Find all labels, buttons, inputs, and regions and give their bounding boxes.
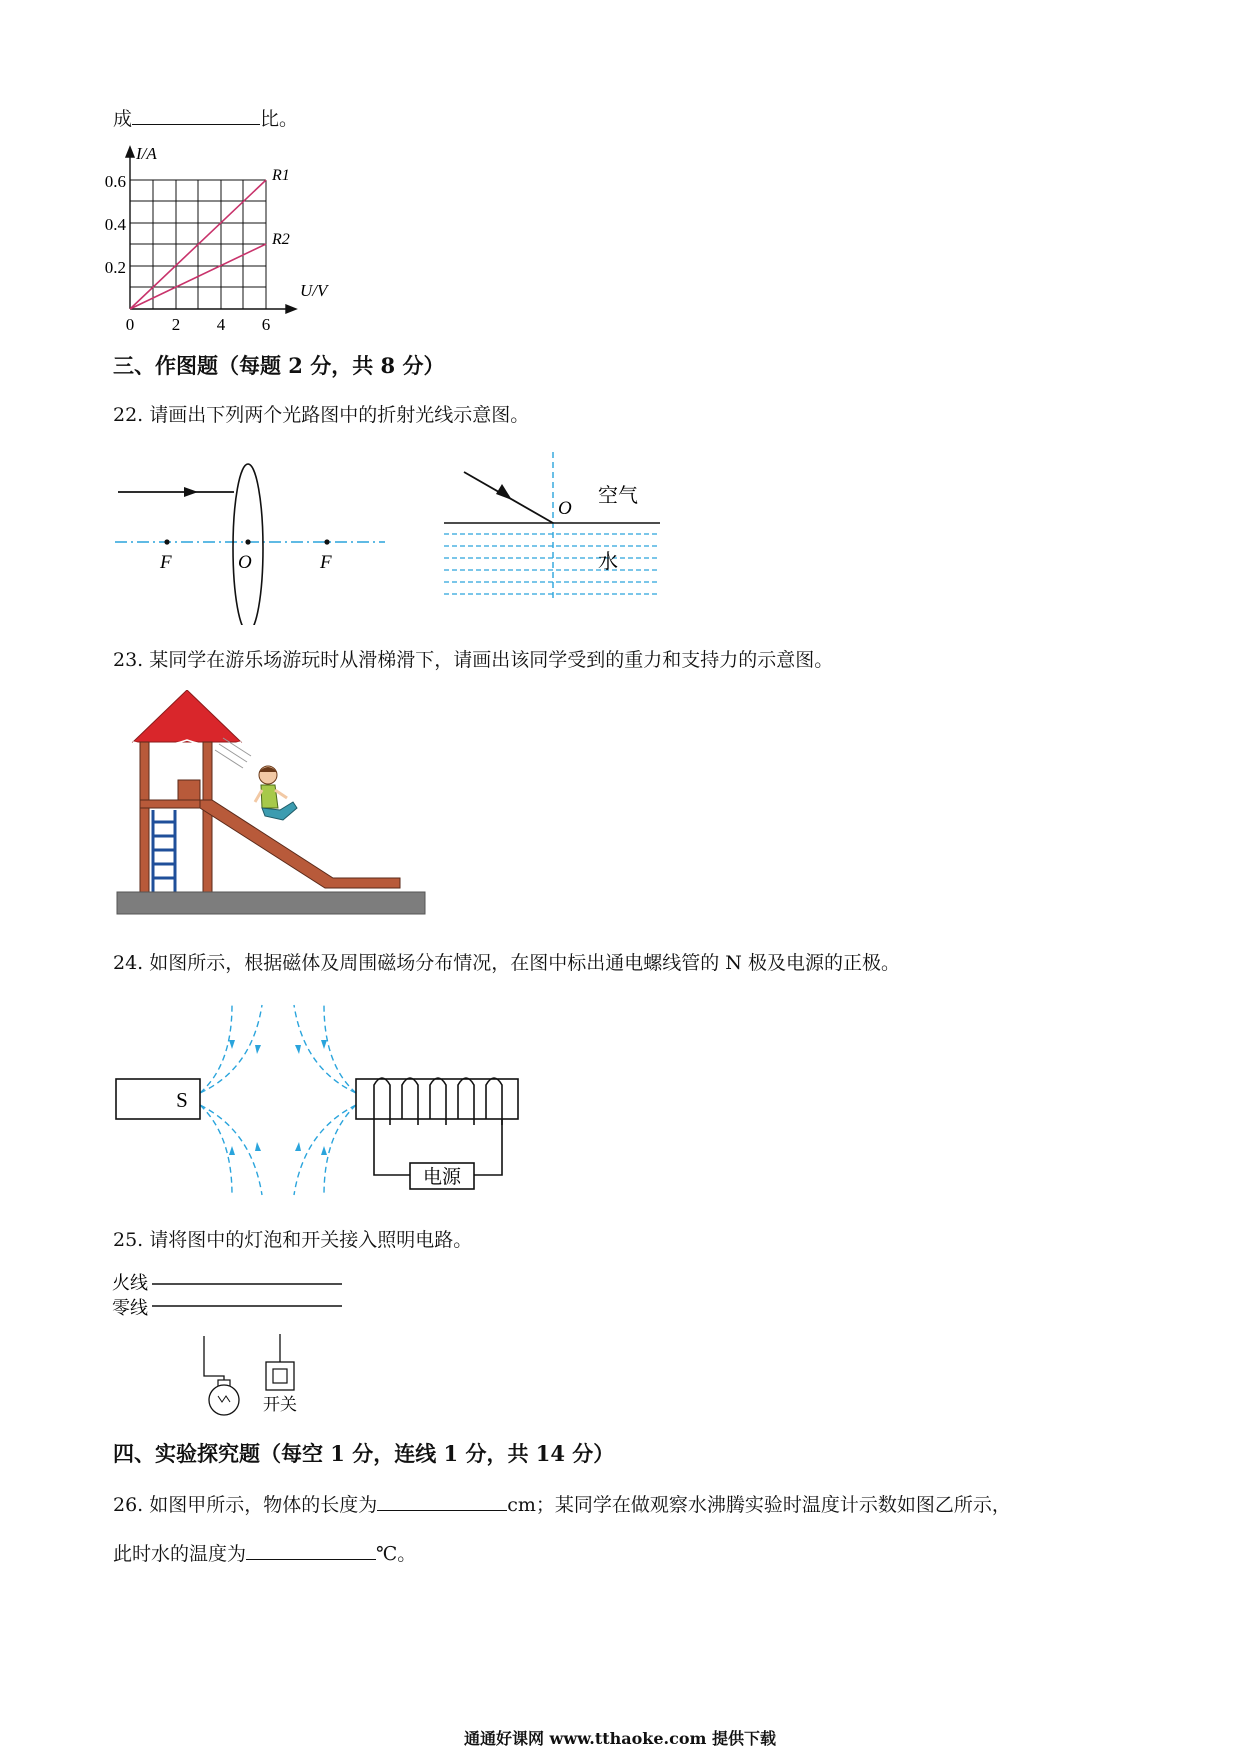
child-figure bbox=[215, 738, 297, 820]
switch-label: 开关 bbox=[263, 1395, 297, 1414]
slide-top-block bbox=[178, 780, 200, 800]
x-tick-label: 4 bbox=[216, 315, 226, 334]
live-wire-label: 火线 bbox=[112, 1273, 148, 1293]
focus-label-left: F bbox=[160, 552, 172, 573]
r1-label: R1 bbox=[272, 167, 290, 184]
focus-label-right: F bbox=[320, 552, 332, 573]
field-arrow bbox=[295, 1142, 301, 1151]
q23-text: 23. 某同学在游乐场游玩时从滑梯滑下，请画出该同学受到的重力和支持力的示意图。 bbox=[113, 649, 834, 671]
q26-line-2 bbox=[113, 1541, 416, 1567]
solenoid-core bbox=[356, 1079, 518, 1119]
power-label: 电源 bbox=[422, 1167, 462, 1188]
field-arrow bbox=[321, 1040, 327, 1049]
wire-left bbox=[374, 1119, 410, 1175]
slide-diagram bbox=[115, 690, 430, 930]
focus-point-left bbox=[164, 539, 169, 544]
field-line bbox=[200, 1005, 232, 1093]
x-tick-label: 2 bbox=[171, 315, 181, 334]
x-axis-label: U/V bbox=[300, 281, 328, 300]
y-tick-label: 0.2 bbox=[104, 258, 126, 277]
page-footer: 通通好课网 www.tthaoke.com 提供下载 bbox=[463, 1729, 777, 1748]
field-arrow bbox=[229, 1146, 235, 1155]
field-line bbox=[324, 1005, 356, 1093]
q21-answer-blank[interactable] bbox=[132, 106, 260, 125]
q22-text: 22. 请画出下列两个光路图中的折射光线示意图。 bbox=[113, 404, 530, 426]
magnet-pole-label: S bbox=[176, 1088, 188, 1112]
neutral-wire-label: 零线 bbox=[112, 1298, 148, 1318]
q26-line-1 bbox=[113, 1492, 1011, 1518]
length-answer-blank[interactable] bbox=[377, 1492, 507, 1511]
y-tick-label: 0.6 bbox=[104, 172, 126, 191]
refraction-diagram bbox=[440, 450, 670, 600]
field-arrow bbox=[255, 1045, 261, 1054]
q24-text: 24. 如图所示，根据磁体及周围磁场分布情况，在图中标出通电螺线管的 N 极及电源的正极。 bbox=[113, 952, 900, 974]
q26-unit1: cm；某同学在做观察水沸腾实验时温度计示数如图乙所示， bbox=[507, 1494, 1011, 1516]
q25-text: 25. 请将图中的灯泡和开关接入照明电路。 bbox=[113, 1229, 473, 1251]
temperature-answer-blank[interactable] bbox=[246, 1541, 376, 1560]
y-axis-label: I/A bbox=[136, 145, 157, 163]
iu-graph bbox=[100, 145, 340, 335]
x-tick-label: 0 bbox=[125, 315, 135, 334]
field-arrow bbox=[229, 1040, 235, 1049]
lens-diagram bbox=[110, 450, 400, 625]
field-line bbox=[324, 1105, 356, 1195]
q26-unit2: ℃。 bbox=[376, 1543, 417, 1565]
q21-post: 比。 bbox=[260, 108, 299, 130]
air-label: 空气 bbox=[598, 485, 638, 507]
center-label: O bbox=[238, 552, 252, 573]
lamp-lead bbox=[204, 1336, 224, 1382]
y-axis-arrow bbox=[126, 147, 134, 157]
switch-icon bbox=[266, 1362, 294, 1390]
q26-pre: 26. 如图甲所示，物体的长度为 bbox=[113, 1494, 378, 1516]
field-arrow bbox=[295, 1045, 301, 1054]
right-post bbox=[203, 742, 212, 892]
optical-center bbox=[245, 539, 250, 544]
slide-chute bbox=[200, 800, 400, 888]
ray-arrow bbox=[496, 484, 512, 500]
point-o-label: O bbox=[558, 498, 572, 519]
field-arrow bbox=[321, 1146, 327, 1155]
section-3-title: 三、作图题（每题 2 分，共 8 分） bbox=[113, 353, 445, 378]
x-tick-label: 6 bbox=[261, 315, 271, 334]
section-4-title: 四、实验探究题（每空 1 分，连线 1 分，共 14 分） bbox=[113, 1441, 615, 1466]
bulb-icon bbox=[209, 1380, 239, 1415]
lighting-circuit bbox=[110, 1268, 360, 1418]
q21-pre: 成 bbox=[113, 108, 133, 130]
q21-answer-line bbox=[113, 106, 298, 132]
roof bbox=[133, 690, 241, 742]
q26-line2-pre: 此时水的温度为 bbox=[113, 1543, 247, 1565]
field-arrow bbox=[255, 1142, 261, 1151]
ray-arrow bbox=[184, 487, 198, 497]
magnet-solenoid-diagram bbox=[112, 995, 532, 1205]
field-line bbox=[200, 1105, 232, 1195]
x-axis-arrow bbox=[286, 305, 296, 313]
wire-right bbox=[474, 1119, 502, 1175]
water-label: 水 bbox=[598, 551, 618, 573]
r2-label: R2 bbox=[272, 231, 290, 248]
ground bbox=[117, 892, 425, 914]
y-tick-label: 0.4 bbox=[104, 215, 126, 234]
left-post bbox=[140, 742, 149, 892]
focus-point-right bbox=[324, 539, 329, 544]
